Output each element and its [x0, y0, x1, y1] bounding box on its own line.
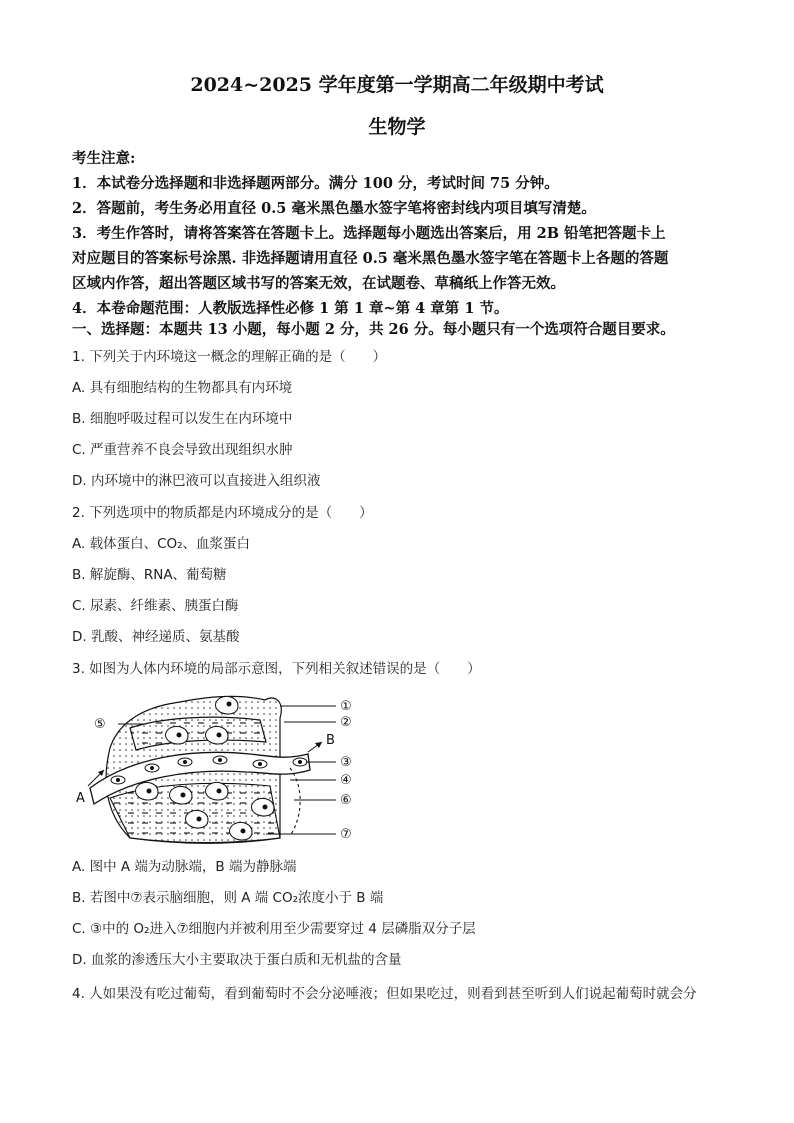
option-b: B. 若图中⑦表示脑细胞，则 A 端 CO₂浓度小于 B 端	[72, 890, 384, 906]
label-6: ⑥	[340, 793, 352, 808]
exam-title: 2024~2025 学年度第一学期高二年级期中考试	[190, 74, 604, 96]
notice-block	[72, 146, 732, 321]
label-1: ①	[340, 699, 352, 714]
option-c: C. ③中的 O₂进入⑦细胞内并被利用至少需要穿过 4 层磷脂双分子层	[72, 921, 476, 937]
label-4: ④	[340, 773, 352, 788]
option-a: A. 图中 A 端为动脉端，B 端为静脉端	[72, 859, 297, 875]
label-b: B	[326, 733, 335, 748]
notice-item: 1．本试卷分选择题和非选择题两部分。满分 100 分，考试时间 75 分钟。	[72, 175, 559, 192]
question-stem: 1. 下列关于内环境这一概念的理解正确的是（ ）	[72, 349, 387, 365]
notice-item: 4．本卷命题范围：人教版选择性必修 1 第 1 章~第 4 章第 1 节。	[72, 300, 509, 317]
notice-item: 对应题目的答案标号涂黑. 非选择题请用直径 0.5 毫米黑色墨水签字笔在答题卡上各题的答题	[72, 250, 669, 267]
label-2: ②	[340, 715, 352, 730]
option-a: A. 载体蛋白、CO₂、血浆蛋白	[72, 536, 251, 552]
option-d: D. 血浆的渗透压大小主要取决于蛋白质和无机盐的含量	[72, 952, 402, 968]
option-b: B. 细胞呼吸过程可以发生在内环境中	[72, 411, 293, 427]
question-stem: 4. 人如果没有吃过葡萄，看到葡萄时不会分泌唾液；但如果吃过，则看到甚至听到人们说起葡萄时就会分	[72, 986, 697, 1002]
option-b: B. 解旋酶、RNA、葡萄糖	[72, 567, 227, 583]
option-c: C. 尿素、纤维素、胰蛋白酶	[72, 598, 239, 614]
notice-heading: 考生注意:	[72, 150, 136, 167]
notice-item: 3．考生作答时，请将答案答在答题卡上。选择题每小题选出答案后，用 2B 铅笔把答题卡上	[72, 225, 666, 242]
notice-item: 区域内作答，超出答题区域书写的答案无效，在试题卷、草稿纸上作答无效。	[72, 275, 565, 292]
option-a: A. 具有细胞结构的生物都具有内环境	[72, 380, 293, 396]
label-7: ⑦	[340, 827, 352, 842]
option-d: D. 内环境中的淋巴液可以直接进入组织液	[72, 473, 321, 489]
internal-environment-figure	[70, 688, 370, 850]
label-a: A	[76, 791, 85, 806]
notice-item: 2．答题前，考生务必用直径 0.5 毫米黑色墨水签字笔将密封线内项目填写清楚。	[72, 200, 596, 217]
option-d: D. 乳酸、神经递质、氨基酸	[72, 629, 240, 645]
question-stem: 3. 如图为人体内环境的局部示意图，下列相关叙述错误的是（ ）	[72, 661, 481, 677]
exam-subject: 生物学	[368, 116, 426, 138]
label-5: ⑤	[94, 717, 106, 732]
option-c: C. 严重营养不良会导致出现组织水肿	[72, 442, 293, 458]
label-3: ③	[340, 755, 352, 770]
section-heading: 一、选择题：本题共 13 小题，每小题 2 分，共 26 分。每小题只有一个选项符合题目要求。	[72, 321, 675, 338]
question-stem: 2. 下列选项中的物质都是内环境成分的是（ ）	[72, 505, 373, 521]
